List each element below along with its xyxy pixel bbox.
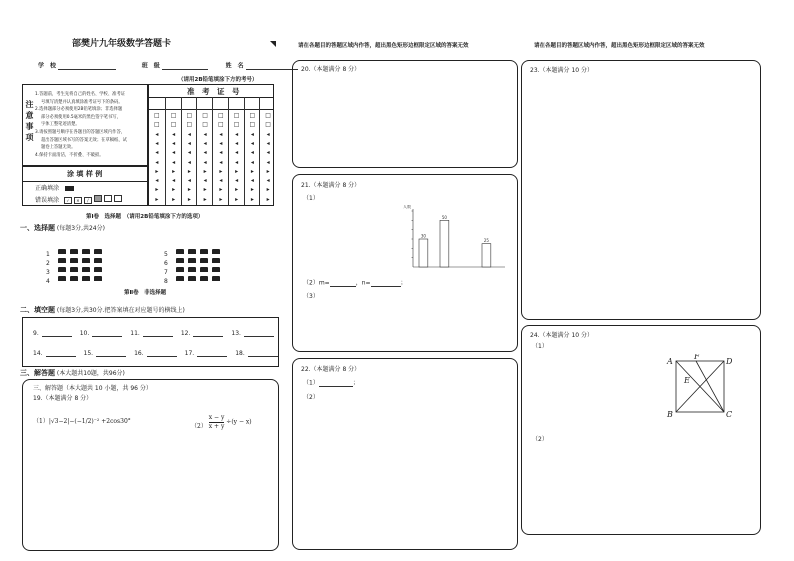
section1-header: 第Ⅰ卷 选择题 （请用2B铅笔填涂下方的选项） <box>86 214 204 220</box>
choice-number: 3 <box>46 269 50 276</box>
q21-m-field[interactable] <box>330 279 356 287</box>
warning-right: 请在各题目的答题区域内作答，超出黑色矩形边框限定区域的答案无效 <box>534 43 705 49</box>
y-axis-label: 人数 <box>403 205 411 209</box>
q22-answer-field[interactable] <box>319 379 353 387</box>
exam-id-bubble[interactable]: ◂ <box>235 177 239 185</box>
fill-sample-box <box>22 166 148 206</box>
fill-blank-item <box>84 350 127 357</box>
exam-id-bubble[interactable]: ▸ <box>235 186 239 194</box>
exam-id-bubble[interactable]: □ <box>233 112 240 119</box>
fill-title: 二、填空题 <box>20 306 55 314</box>
wrong-fill-row <box>35 195 124 205</box>
fill-note: (每题3分,共30分.把答案填在对应题号的横线上) <box>56 307 185 314</box>
point-e: E <box>684 376 690 385</box>
exam-id-bubble[interactable]: ◂ <box>155 139 159 147</box>
choice-bubble[interactable] <box>212 276 220 281</box>
exam-id-column[interactable] <box>212 97 229 205</box>
exam-id-bubble[interactable]: ◂ <box>219 158 223 166</box>
exam-id-bubble[interactable]: □ <box>218 112 224 119</box>
fill-blank-field[interactable] <box>193 329 223 337</box>
exam-id-bubble[interactable]: ◂ <box>172 130 176 138</box>
point-a: A <box>667 357 673 366</box>
fill-blank-number: 10. <box>79 329 90 337</box>
exam-id-column[interactable] <box>181 97 198 205</box>
exam-id-bubble[interactable]: ▸ <box>155 195 159 203</box>
exam-id-bubble[interactable]: ▸ <box>219 167 223 175</box>
exam-id-bubble[interactable]: ▸ <box>235 195 239 203</box>
exam-id-bubble[interactable]: ▸ <box>266 195 270 203</box>
bar <box>419 239 428 267</box>
point-f: F <box>694 354 700 361</box>
exam-id-bubble[interactable]: ▸ <box>187 186 191 194</box>
exam-id-bubble[interactable]: ◂ <box>266 158 270 166</box>
choice-number: 5 <box>164 251 168 258</box>
q19-fraction-denominator: x + y <box>208 422 225 430</box>
header-corner-mark <box>270 41 276 47</box>
q21-n-field[interactable] <box>371 279 401 287</box>
point-b: B <box>667 410 673 418</box>
q22-box[interactable] <box>292 358 518 550</box>
exam-id-bubble[interactable]: ▸ <box>203 186 207 194</box>
section1-title: 一、选择题 <box>20 224 55 232</box>
q23-box[interactable] <box>521 60 761 320</box>
q24-part2: （2） <box>532 436 548 443</box>
fill-blank-field[interactable] <box>147 349 177 357</box>
exam-id-column[interactable] <box>196 97 213 205</box>
exam-id-bubble[interactable]: ▸ <box>155 167 159 175</box>
exam-id-bubble[interactable]: ◂ <box>203 158 207 166</box>
exam-id-bubble[interactable]: ◂ <box>203 149 207 157</box>
q23-label: 23.（本题满分 10 分） <box>530 67 593 74</box>
q21-part1: （1） <box>303 195 319 202</box>
bar-value-label: 25 <box>483 238 489 244</box>
school-field[interactable] <box>58 62 116 70</box>
exam-id-bubble[interactable]: ▸ <box>203 195 207 203</box>
q22-part1: （1） ； <box>303 379 359 387</box>
exam-id-column[interactable] <box>244 97 261 205</box>
choice-bubble[interactable] <box>200 276 208 281</box>
fill-blank-number: 15. <box>83 349 94 357</box>
exam-id-bubble[interactable]: ◂ <box>203 177 207 185</box>
exam-id-column[interactable] <box>149 97 165 205</box>
fill-row-1 <box>33 329 282 337</box>
choice-number: 6 <box>164 260 168 267</box>
exam-id-bubble[interactable]: ◂ <box>250 158 254 166</box>
q19-label: 19.（本题满分 8 分） <box>33 395 93 402</box>
exam-id-bubble[interactable]: ◂ <box>172 177 176 185</box>
fill-blank-number: 11. <box>130 329 140 337</box>
exam-id-bubble[interactable]: □ <box>170 121 177 129</box>
fill-blank-item <box>80 330 123 337</box>
exam-id-bubble[interactable]: ◂ <box>187 139 191 147</box>
exam-id-bubble[interactable]: ▸ <box>250 167 254 175</box>
exam-id-bubble[interactable]: ◂ <box>219 177 223 185</box>
solve-title-row <box>20 369 125 378</box>
q19-part1: （1）|√3−2|−(−1/2)⁻² +2cos30° <box>33 418 131 425</box>
exam-id-bubble[interactable]: ◂ <box>155 130 159 138</box>
fill-blank-number: 9. <box>33 329 39 337</box>
choice-bubble[interactable] <box>82 276 90 281</box>
choice-number: 1 <box>46 251 50 258</box>
exam-id-bubble[interactable]: ▸ <box>266 167 270 175</box>
warning-middle: 请在各题目的答题区域内作答，超出黑色矩形边框限定区域的答案无效 <box>298 43 469 49</box>
q19-part2-tail: ÷(y − x) <box>226 418 252 426</box>
solve-title: 三、解答题 <box>20 369 55 377</box>
fill-blank-field[interactable] <box>42 329 72 337</box>
wrong-fill-label: 错误填涂 <box>35 197 60 204</box>
bar-value-label: 50 <box>441 214 447 220</box>
fill-blank-field[interactable] <box>197 349 227 357</box>
exam-id-column[interactable] <box>228 97 245 205</box>
exam-id-bubble[interactable]: □ <box>170 112 177 119</box>
fill-row-2 <box>33 349 286 357</box>
exam-id-grid[interactable] <box>148 84 274 206</box>
choice-number: 2 <box>46 260 50 267</box>
exam-id-bubble[interactable]: ◂ <box>219 139 223 147</box>
exam-id-bubble[interactable]: □ <box>265 121 271 129</box>
exam-id-bubble[interactable]: ◂ <box>172 158 176 166</box>
q21-box[interactable] <box>292 174 518 352</box>
q19-heading: 三、解答题（本大题共 10 小题，共 96 分） <box>33 385 152 392</box>
q24-square-figure <box>666 354 738 418</box>
q21-part3: （3） <box>303 293 319 300</box>
exam-id-bubble[interactable]: ◂ <box>187 158 191 166</box>
exam-id-bubble[interactable]: □ <box>265 112 271 119</box>
exam-id-bubble[interactable]: □ <box>186 121 193 129</box>
exam-id-bubble[interactable]: ◂ <box>172 149 176 157</box>
fill-blank-field[interactable] <box>244 329 274 337</box>
point-d: D <box>726 357 733 366</box>
exam-id-bubble[interactable]: ◂ <box>155 177 159 185</box>
exam-id-bubble[interactable]: □ <box>154 121 160 129</box>
fill-blank-item <box>33 330 72 337</box>
exam-id-bubble[interactable]: ◂ <box>250 139 254 147</box>
exam-id-bubble[interactable]: ◂ <box>203 139 207 147</box>
correct-fill-row <box>35 185 74 193</box>
exam-id-bubble[interactable]: ◂ <box>219 130 223 138</box>
exam-id-bubble[interactable]: ◂ <box>235 158 239 166</box>
exam-id-bubble[interactable]: ▸ <box>219 195 223 203</box>
fill-title-row <box>20 306 185 315</box>
q21-bar-chart <box>401 205 517 277</box>
choice-bubble[interactable] <box>176 276 184 281</box>
exam-id-bubble[interactable]: ▸ <box>172 167 176 175</box>
choice-row[interactable] <box>164 268 224 287</box>
q24-box[interactable] <box>521 325 761 535</box>
q19-part1-expr: |√3−2|−(−1/2)⁻² +2cos30° <box>48 418 131 425</box>
exam-id-bubble[interactable]: □ <box>249 121 256 129</box>
fill-box <box>22 317 279 367</box>
exam-id-bubble[interactable]: ◂ <box>172 139 176 147</box>
q20-box[interactable] <box>292 60 518 168</box>
class-field[interactable] <box>162 62 208 70</box>
choice-bubble[interactable] <box>188 276 196 281</box>
point-c: C <box>726 410 733 418</box>
section2-header: 第Ⅱ卷 非选择题 <box>124 290 167 296</box>
fill-blank-number: 18. <box>235 349 245 357</box>
correct-fill-label: 正确填涂 <box>35 185 60 192</box>
choice-bubble[interactable] <box>94 276 102 281</box>
q19-part2: （2） $\frac{x - y}{x + y}$ ÷(y − x) <box>191 414 252 430</box>
exam-id-bubble[interactable]: ◂ <box>235 149 239 157</box>
exam-id-bubble[interactable]: ◂ <box>266 149 270 157</box>
exam-id-bubble[interactable]: ◂ <box>250 130 254 138</box>
q24-part1: （1） <box>532 343 548 350</box>
exam-id-bubble[interactable]: ◂ <box>266 130 270 138</box>
bar <box>440 220 449 267</box>
exam-id-bubble[interactable]: ◂ <box>235 130 239 138</box>
exam-id-bubble[interactable]: □ <box>202 112 208 119</box>
exam-id-bubble[interactable]: ▸ <box>235 167 239 175</box>
choice-number: 4 <box>46 278 50 285</box>
fill-blank-field[interactable] <box>248 349 278 357</box>
fill-blank-item <box>231 330 274 337</box>
exam-id-bubble[interactable]: ◂ <box>155 158 159 166</box>
fill-blank-field[interactable] <box>92 329 122 337</box>
exam-id-bubble[interactable]: ◂ <box>235 139 239 147</box>
wrong-fill-marks: ✓ ✕ / <box>64 197 124 204</box>
exam-id-bubble[interactable]: ▸ <box>250 186 254 194</box>
fill-blank-item <box>181 330 224 337</box>
correct-fill-mark <box>65 186 74 191</box>
exam-id-bubble[interactable]: ◂ <box>266 177 270 185</box>
q22-label: 22.（本题满分 8 分） <box>301 366 361 373</box>
exam-id-bubble[interactable]: □ <box>202 121 208 129</box>
exam-id-bubble[interactable]: ◂ <box>187 177 191 185</box>
exam-id-bubble[interactable]: ◂ <box>155 149 159 157</box>
exam-id-bubble[interactable]: □ <box>249 112 256 119</box>
fill-blank-number: 17. <box>184 349 195 357</box>
exam-id-bubble[interactable]: ◂ <box>250 177 254 185</box>
page-title: 部樊片九年级数学答题卡 <box>72 39 172 49</box>
exam-id-bubble[interactable]: ◂ <box>266 139 270 147</box>
exam-id-bubble[interactable]: ▸ <box>155 186 159 194</box>
school-label: 学 校 <box>38 62 57 70</box>
q24-label: 24.（本题满分 10 分） <box>530 332 593 339</box>
fill-blank-field[interactable] <box>96 349 126 357</box>
class-label: 班 级 <box>141 62 160 70</box>
exam-id-columns[interactable] <box>149 97 273 205</box>
q20-label: 20.（本题满分 8 分） <box>301 66 361 73</box>
fill-blank-field[interactable] <box>143 329 173 337</box>
fill-blank-field[interactable] <box>46 349 76 357</box>
exam-id-bubble[interactable]: ▸ <box>187 195 191 203</box>
exam-id-bubble[interactable]: ▸ <box>250 195 254 203</box>
name-field[interactable] <box>246 62 298 70</box>
fill-blank-item <box>134 350 177 357</box>
exam-id-bubble[interactable]: ▸ <box>266 186 270 194</box>
fill-blank-item <box>130 330 173 337</box>
notice-box <box>22 84 148 166</box>
notice-side-label: 注 意 事 项 <box>25 100 34 142</box>
q19-box[interactable] <box>22 379 279 551</box>
exam-id-bubble[interactable]: ◂ <box>203 130 207 138</box>
exam-id-bubble[interactable]: ▸ <box>172 195 176 203</box>
choice-row[interactable] <box>46 268 106 287</box>
section1-title-row <box>20 224 105 233</box>
exam-id-title: 准 考 证 号 <box>187 87 240 96</box>
exam-id-column[interactable] <box>165 97 182 205</box>
fill-sample-title: 涂 填 样 例 <box>67 170 103 178</box>
bar-value-label: 30 <box>420 233 426 239</box>
exam-id-bubble[interactable]: ◂ <box>219 149 223 157</box>
exam-id-bubble[interactable]: □ <box>233 121 240 129</box>
q21-part2: （2）m= ，n= ； <box>303 279 407 287</box>
q22-part2: （2） <box>303 394 319 401</box>
exam-id-bubble[interactable]: ▸ <box>219 186 223 194</box>
choice-number: 8 <box>164 278 168 285</box>
fill-blank-number: 16. <box>134 349 144 357</box>
name-label: 姓 名 <box>225 62 244 70</box>
exam-id-bubble[interactable]: ▸ <box>172 186 176 194</box>
solve-note: (本大题共10题，共96分) <box>56 370 125 377</box>
notice-items: 1.答题前，考生先将自己的姓名、学校、准考证 号填写清楚并认真填涂准考证号下的条码。 2.选择题部分必须使用2B铅笔填涂；非选择题 部分必须使用0.5毫米的黑色签字笔书写， 字体工整笔迹清楚。 3.请按照题号顺序在各题目的答题区域内作答， 超出答题区域书写的答案无效；在草稿纸、试 题卷上答题无效。 4.保持卡面清洁，不折叠、不破损。 <box>35 92 127 158</box>
q19-fraction-numerator: x − y <box>208 414 225 421</box>
choice-bubble[interactable] <box>58 276 66 281</box>
exam-id-bubble[interactable]: □ <box>154 112 160 119</box>
bar <box>482 244 491 267</box>
section1-note: (每题3分,共24分) <box>56 225 105 232</box>
fill-blank-number: 14. <box>33 349 43 357</box>
choice-number: 7 <box>164 269 168 276</box>
fill-blank-number: 13. <box>231 329 241 337</box>
exam-id-bubble[interactable]: ◂ <box>187 130 191 138</box>
choice-bubble[interactable] <box>70 276 78 281</box>
exam-id-column[interactable] <box>259 97 276 205</box>
student-info-row <box>38 62 298 70</box>
exam-id-note: （请用2B铅笔填涂下方的考号） <box>178 77 258 83</box>
exam-id-bubble[interactable]: ◂ <box>187 149 191 157</box>
fill-blank-item <box>235 350 278 357</box>
fill-blank-item <box>33 350 76 357</box>
exam-id-bubble[interactable]: ▸ <box>187 167 191 175</box>
fill-blank-number: 12. <box>180 329 191 337</box>
exam-id-bubble[interactable]: ▸ <box>203 167 207 175</box>
exam-id-bubble[interactable]: □ <box>186 112 193 119</box>
exam-id-bubble[interactable]: ◂ <box>250 149 254 157</box>
fill-blank-item <box>185 350 228 357</box>
exam-id-bubble[interactable]: □ <box>218 121 224 129</box>
q21-label: 21.（本题满分 8 分） <box>301 182 361 189</box>
